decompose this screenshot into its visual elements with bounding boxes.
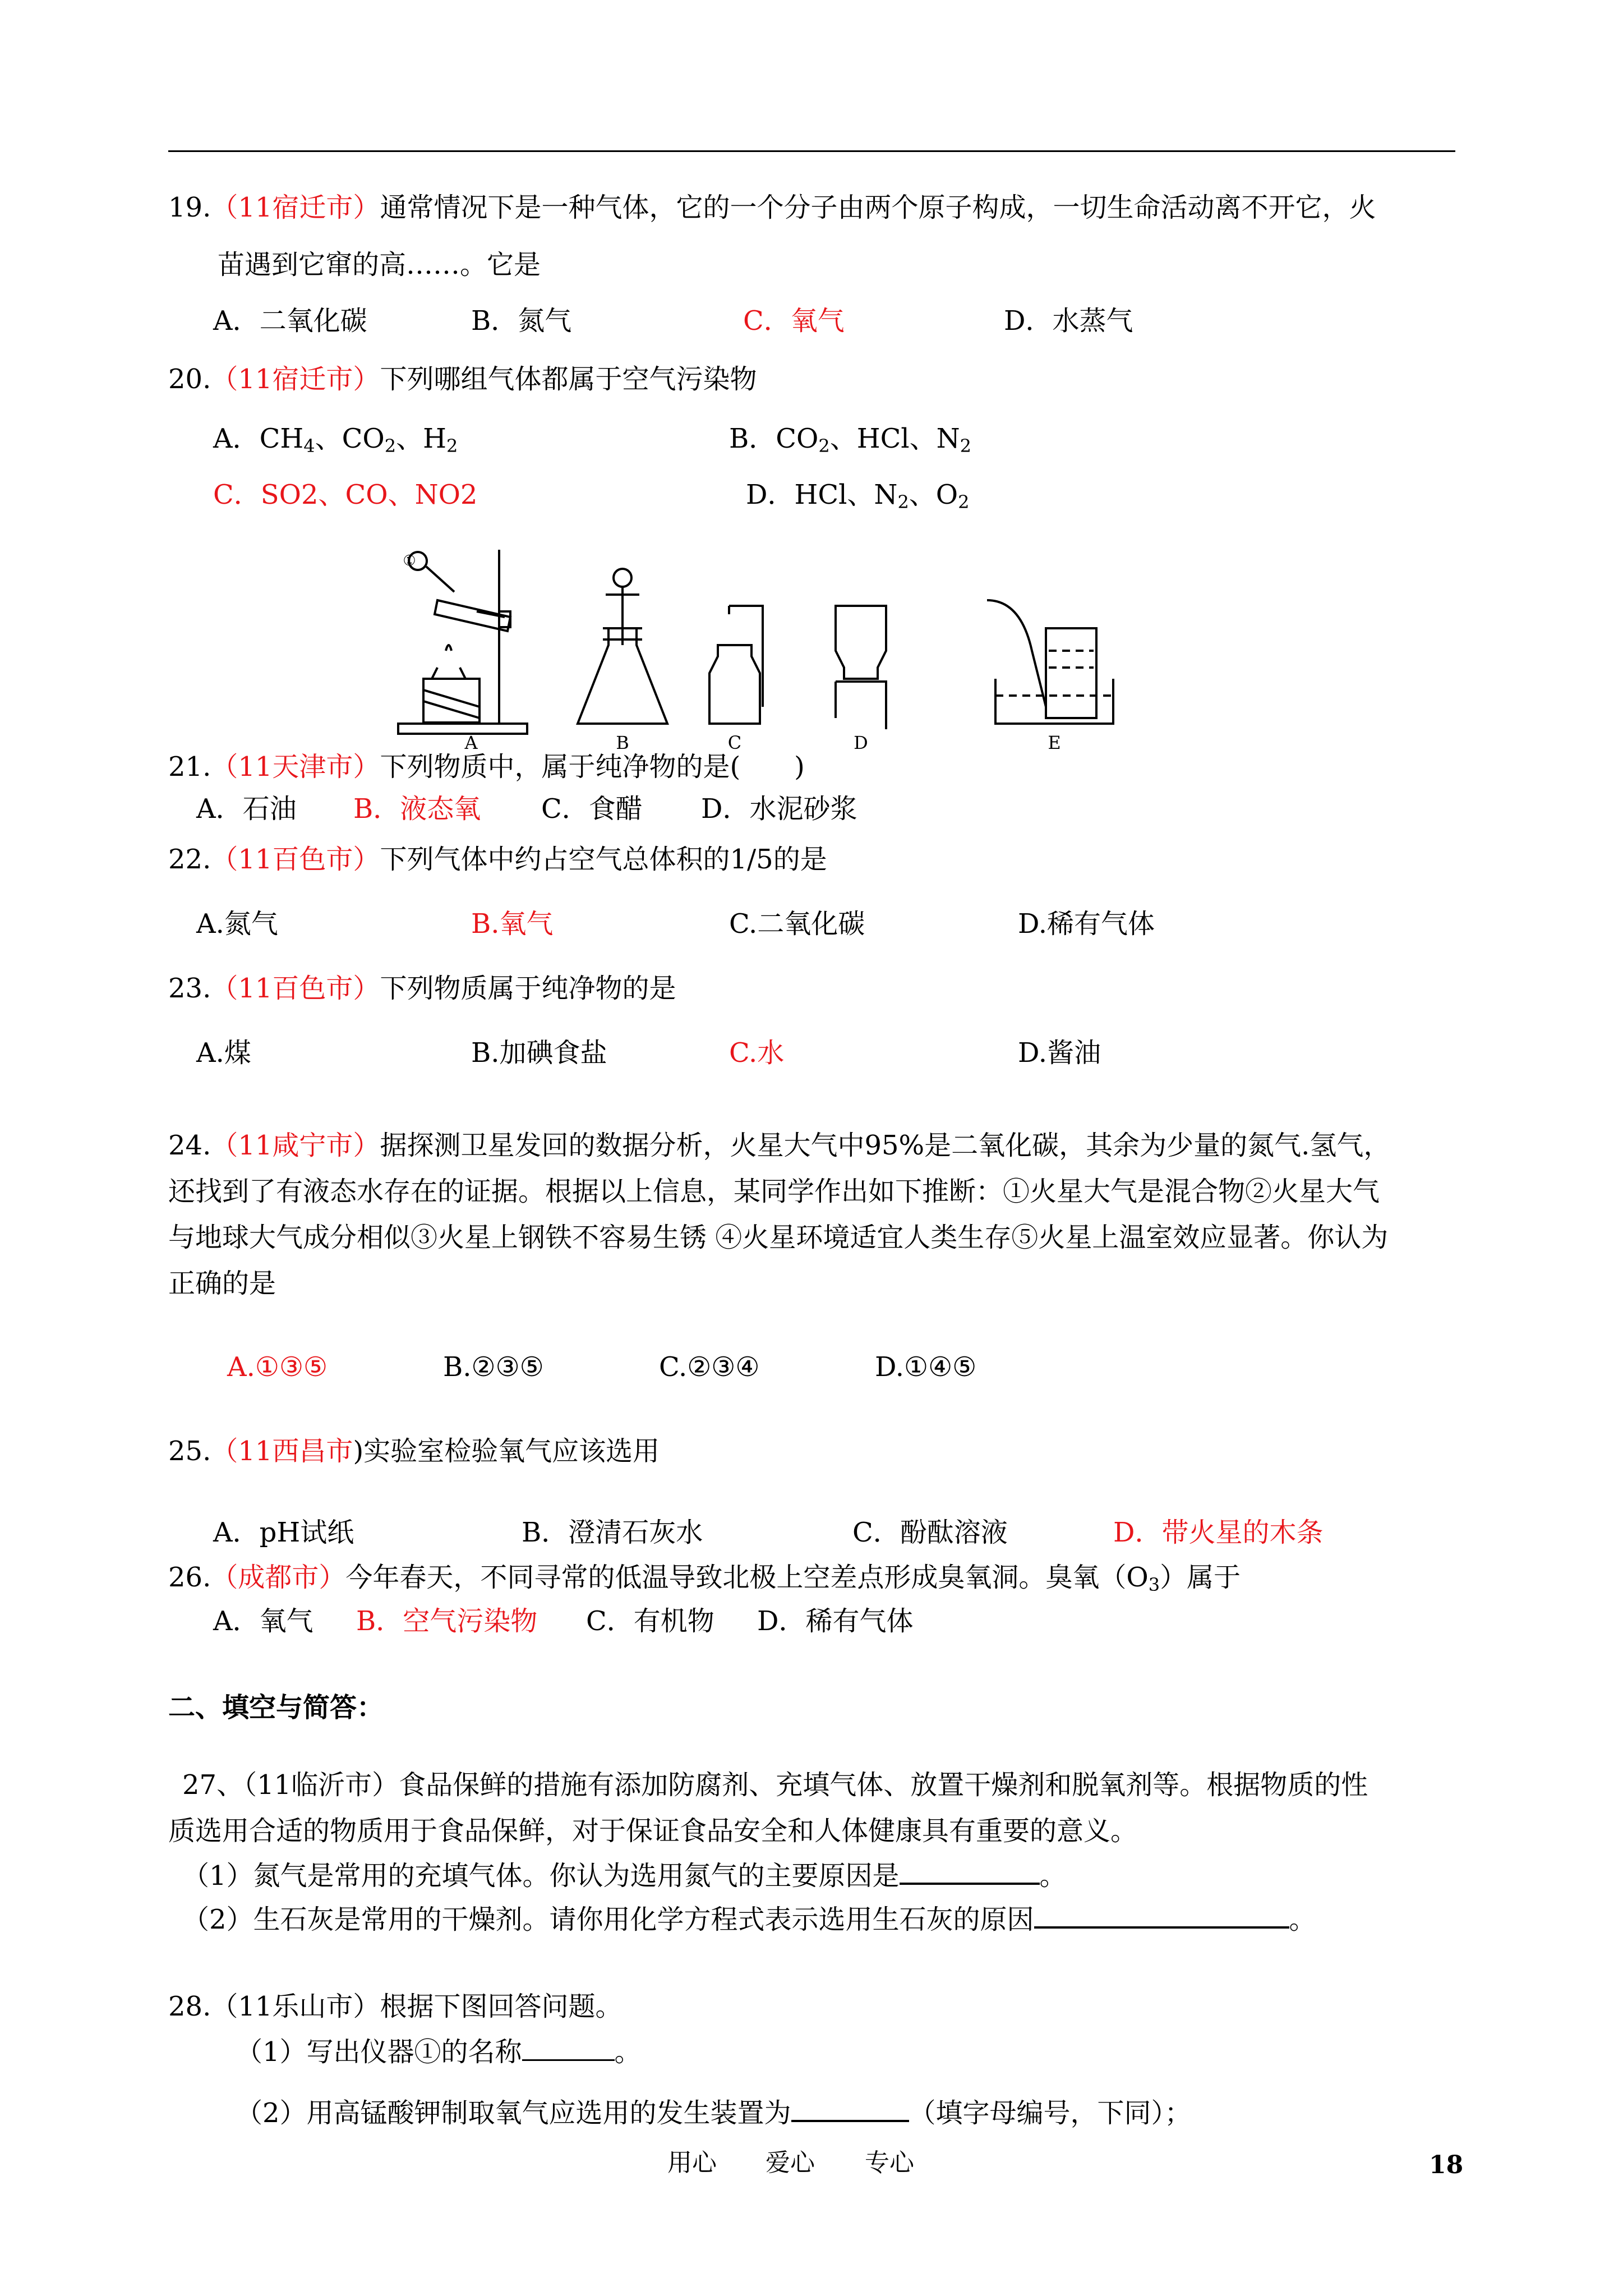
q21-option-a: A．石油 xyxy=(196,793,297,825)
q22-option-d: D.稀有气体 xyxy=(1018,908,1155,940)
q25-option-a: A．pH试纸 xyxy=(213,1517,354,1548)
q28-sub1: （1）写出仪器①的名称 。 xyxy=(236,2033,642,2070)
page-number: 18 xyxy=(1429,2151,1464,2179)
q24-source: （11咸宁市） xyxy=(211,1130,380,1161)
q20-option-c: C．SO2、CO、NO2 xyxy=(213,479,478,510)
q27-answer-blank-2[interactable] xyxy=(1034,1901,1289,1929)
q19-option-a: A．二氧化碳 xyxy=(213,305,367,337)
q20-number: 20. xyxy=(168,364,211,395)
footer-motto-1: 用心 xyxy=(667,2148,717,2177)
q28-line: 28.（11乐山市）根据下图回答问题。 xyxy=(168,1991,623,2022)
q24-line4: 正确的是 xyxy=(168,1268,276,1299)
q27-source: （11临沂市） xyxy=(243,1769,399,1801)
q24-option-b: B.②③⑤ xyxy=(443,1351,544,1383)
q21-option-d: D．水泥砂浆 xyxy=(701,793,857,825)
q23-line: 23.（11百色市）下列物质属于纯净物的是 xyxy=(168,973,676,1004)
q25-option-c: C．酚酞溶液 xyxy=(852,1517,1008,1548)
q19-line2 xyxy=(218,247,541,283)
q27-line1: 27、（11临沂市）食品保鲜的措施有添加防腐剂、充填气体、放置干燥剂和脱氧剂等。根据物质的性 xyxy=(182,1769,1368,1801)
apparatus-e xyxy=(987,600,1113,724)
q23-option-c: C.水 xyxy=(729,1037,785,1069)
header-rule xyxy=(168,150,1455,152)
q26-line: 26.（成都市）今年春天，不同寻常的低温导致北极上空差点形成臭氧洞。臭氧$(O_3)$属于 xyxy=(168,1562,1241,1595)
q24-line2: 还找到了有液态水存在的证据。根据以上信息，某同学作出如下推断：①火星大气是混合物②火星大气 xyxy=(168,1176,1380,1207)
q19-line1 xyxy=(168,190,1376,226)
q22-source: （11百色市） xyxy=(211,844,380,875)
figure-label-d: D xyxy=(854,732,868,752)
q25-source: （11西昌市 xyxy=(211,1435,353,1467)
q28-sub2: （2）用高锰酸钾制取氧气应选用的发生装置为 （填字母编号，下同）； xyxy=(236,2094,1192,2131)
section-heading: 二、填空与简答： xyxy=(168,1692,384,1723)
q26-stem: 今年春天，不同寻常的低温导致北极上空差点形成臭氧洞。臭氧（O xyxy=(345,1562,1149,1593)
q23-option-a: A.煤 xyxy=(196,1037,251,1069)
figure-label-e: E xyxy=(1048,732,1061,752)
q26-source: （成都市） xyxy=(211,1562,346,1593)
q26-option-c: C．有机物 xyxy=(586,1605,714,1637)
figure-label-b: B xyxy=(616,732,629,752)
q21-stem: 下列物质中，属于纯净物的是( ) xyxy=(380,751,805,783)
q27-answer-blank-1[interactable] xyxy=(900,1857,1040,1885)
q25-stem: )实验室检验氧气应该选用 xyxy=(353,1435,660,1467)
footer-motto-2: 爱心 xyxy=(766,2148,815,2177)
q23-option-d: D.酱油 xyxy=(1018,1037,1101,1069)
q24-option-d: D.①④⑤ xyxy=(875,1351,977,1383)
q24-line1: 24.（11咸宁市）据探测卫星发回的数据分析，火星大气中95%是二氧化碳，其余为少量的氮气.氢气， xyxy=(168,1130,1391,1161)
q19-stem-part2: 苗遇到它窜的高……。它是 xyxy=(218,249,541,280)
q21-line: 21.（11天津市）下列物质中，属于纯净物的是( ) xyxy=(168,751,805,783)
apparatus-a xyxy=(398,550,527,734)
q24-option-c: C.②③④ xyxy=(659,1351,760,1383)
q19-option-c: C．氧气 xyxy=(743,305,845,337)
apparatus-b xyxy=(578,569,667,724)
q26-option-b: B．空气污染物 xyxy=(356,1605,538,1637)
q20-line xyxy=(168,361,757,397)
figure-marker-label: ① xyxy=(403,553,416,569)
q26-option-a: A．氧气 xyxy=(213,1605,313,1637)
q22-option-a: A.氮气 xyxy=(196,908,278,940)
q27-sub2: （2）生石灰是常用的干燥剂。请你用化学方程式表示选用生石灰的原因 。 xyxy=(182,1901,1316,1938)
q23-option-b: B.加碘食盐 xyxy=(471,1037,607,1069)
apparatus-d xyxy=(836,606,886,729)
q19-source: （11宿迁市） xyxy=(211,192,380,223)
q20-option-d: D．HCl、$N_2$、$O_2$ xyxy=(746,479,970,513)
q19-option-b: B．氮气 xyxy=(471,305,572,337)
q20-source: （11宿迁市） xyxy=(211,364,380,395)
q21-option-c: C．食醋 xyxy=(541,793,643,825)
q27-line2: 质选用合适的物质用于食品保鲜，对于保证食品安全和人体健康具有重要的意义。 xyxy=(168,1815,1138,1847)
q24-option-a: A.①③⑤ xyxy=(227,1351,328,1383)
q22-option-c: C.二氧化碳 xyxy=(729,908,865,940)
apparatus-c xyxy=(709,606,763,724)
q22-stem: 下列气体中约占空气总体积的1/5的是 xyxy=(380,844,827,875)
q20-option-b: B．$CO_2$、HCl、$N_2$ xyxy=(729,423,972,457)
q23-stem: 下列物质属于纯净物的是 xyxy=(380,973,676,1004)
q21-source: （11天津市） xyxy=(211,751,380,783)
q28-source: （11乐山市） xyxy=(211,1991,380,2022)
q20-stem: 下列哪组气体都属于空气污染物 xyxy=(380,364,757,395)
figure-label-a: A xyxy=(464,732,478,752)
q27-sub1: （1）氮气是常用的充填气体。你认为选用氮气的主要原因是 。 xyxy=(182,1857,1067,1894)
q22-line: 22.（11百色市）下列气体中约占空气总体积的1/5的是 xyxy=(168,844,827,875)
lab-apparatus-figure xyxy=(393,539,1138,752)
q28-answer-blank-1[interactable] xyxy=(522,2033,615,2061)
q19-option-d: D．水蒸气 xyxy=(1004,305,1133,337)
q23-source: （11百色市） xyxy=(211,973,380,1004)
q21-option-b: B．液态氧 xyxy=(353,793,481,825)
figure-label-c: C xyxy=(727,732,742,752)
q19-number: 19. xyxy=(168,192,211,223)
q25-option-b: B．澄清石灰水 xyxy=(522,1517,703,1548)
q25-option-d: D．带火星的木条 xyxy=(1113,1517,1324,1548)
q22-option-b: B.氧气 xyxy=(471,908,554,940)
q26-option-d: D．稀有气体 xyxy=(757,1605,914,1637)
q25-line: 25.（11西昌市)实验室检验氧气应该选用 xyxy=(168,1435,660,1467)
q19-stem-part1: 通常情况下是一种气体，它的一个分子由两个原子构成，一切生命活动离不开它，火 xyxy=(380,192,1376,223)
q20-option-a: A．$CH_4$、$CO_2$、$H_2$ xyxy=(213,423,458,457)
footer-motto-3: 专心 xyxy=(865,2148,914,2177)
q28-answer-blank-2[interactable] xyxy=(791,2094,909,2122)
q24-line3: 与地球大气成分相似③火星上钢铁不容易生锈 ④火星环境适宜人类生存⑤火星上温室效应显著。你认为 xyxy=(168,1222,1389,1253)
